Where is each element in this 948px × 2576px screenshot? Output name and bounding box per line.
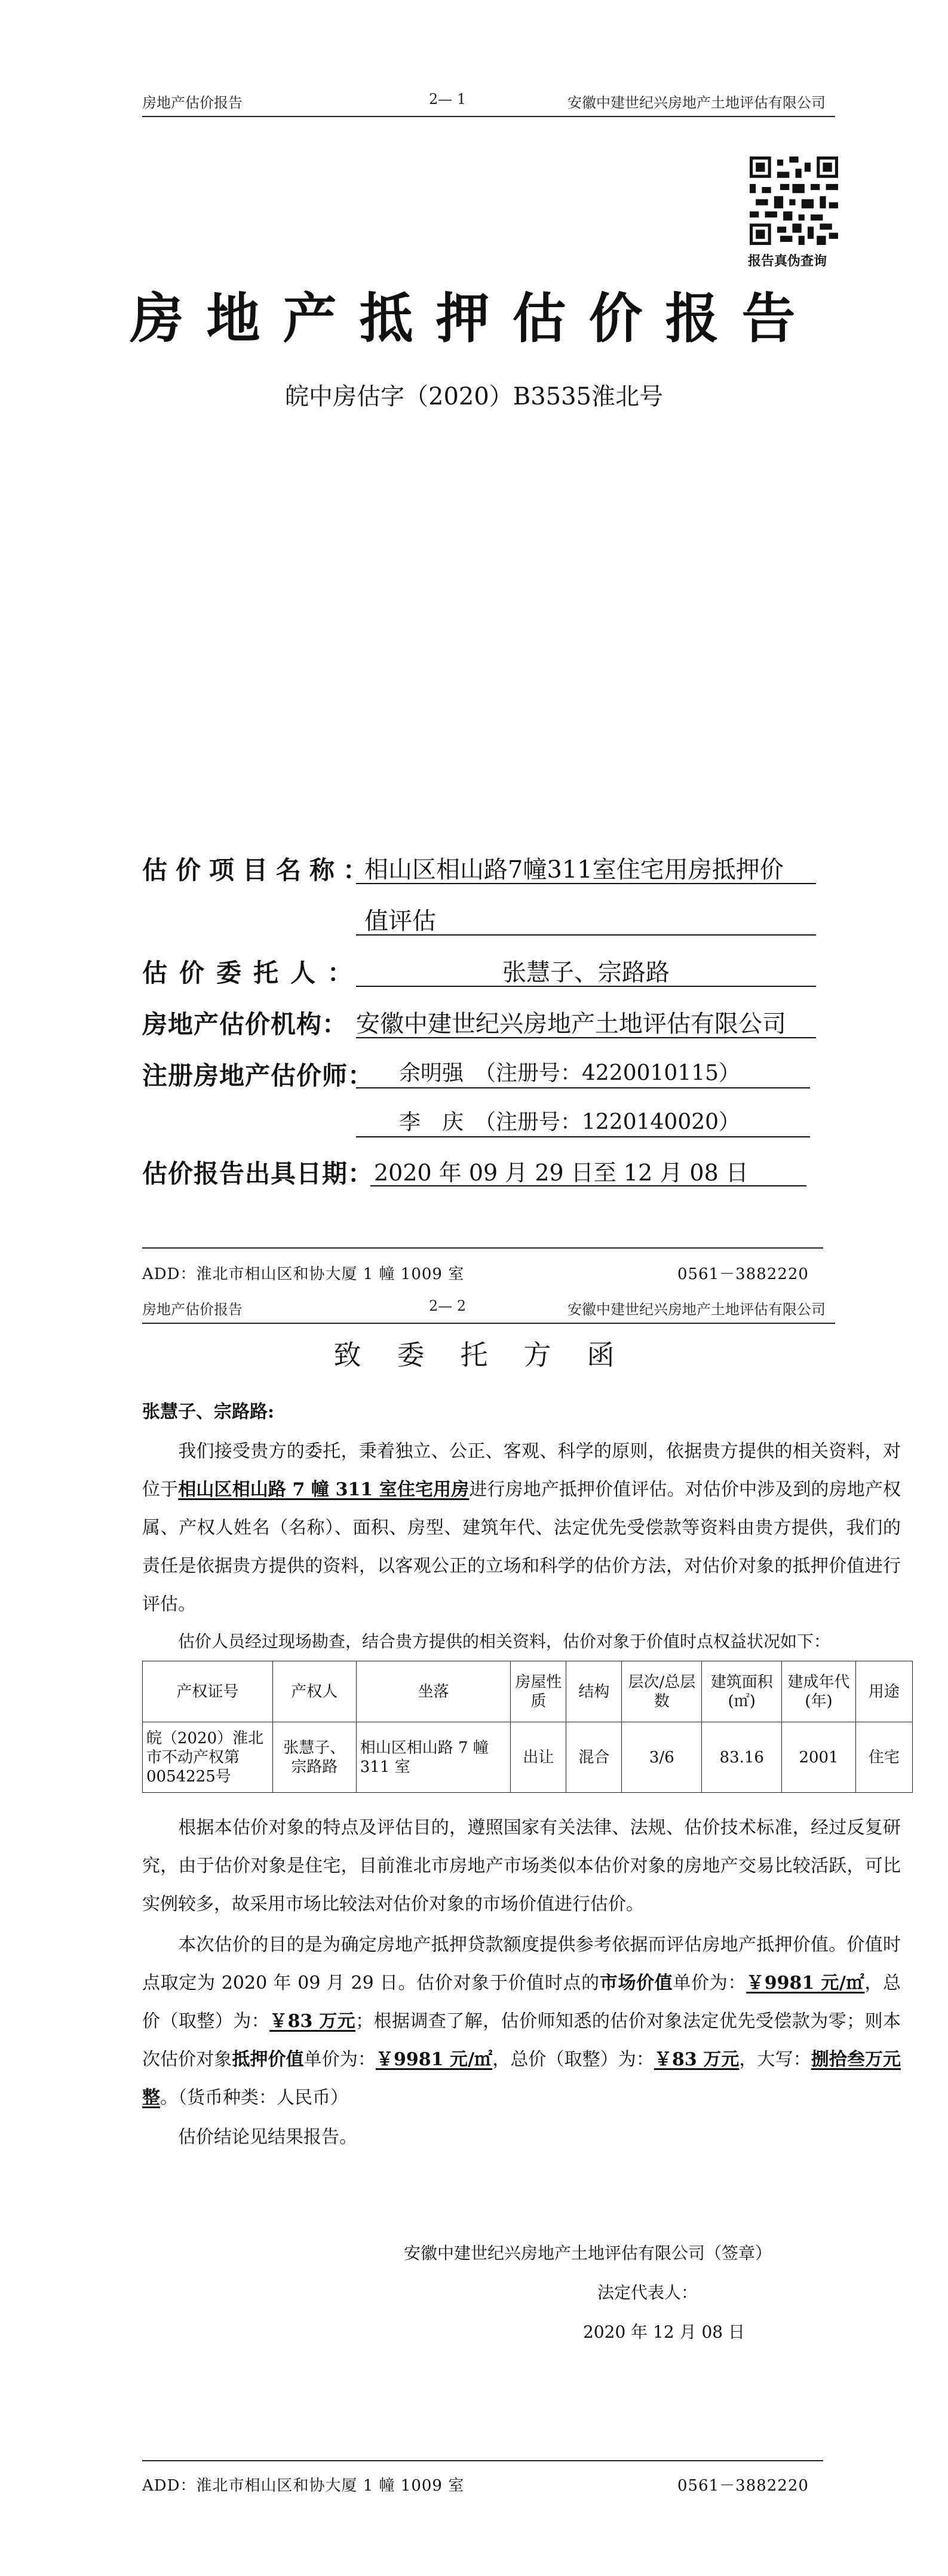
td-use: 住宅 (855, 1722, 912, 1793)
td-area: 83.16 (702, 1722, 782, 1793)
agency-label: 房地产估价机构： (142, 1010, 348, 1039)
th-area: 建筑面积(㎡) (702, 1661, 782, 1722)
header-right: 安徽中建世纪兴房地产土地评估有限公司 (567, 1301, 826, 1318)
header-right: 安徽中建世纪兴房地产土地评估有限公司 (567, 94, 826, 111)
th-use: 用途 (855, 1661, 912, 1722)
table-header-row (143, 1661, 913, 1722)
td-year: 2001 (782, 1722, 856, 1793)
th-structure: 结构 (566, 1661, 622, 1722)
client-underline (356, 986, 816, 987)
paragraph-1-text-a: 我们接受贵方的委托，秉着独立、公正、客观、科学的原则，依据贵方提供的相关资料，对位于 (142, 1441, 901, 1500)
header-left: 房地产估价报告 (142, 1301, 243, 1318)
client-label: 估价委托人： (142, 958, 365, 988)
paragraph-3-text-d: ；根据调查了解，估价师知悉的估价对象法定优先受偿款为零；则本次估价对象 (142, 2011, 901, 2070)
valuer-1: 余明强 （注册号：4220010115） (399, 1061, 741, 1085)
qr-code-icon[interactable] (750, 157, 838, 245)
valuer-underline-1 (356, 1087, 810, 1088)
salutation: 张慧子、宗路路: (142, 1402, 275, 1422)
project-name-value-line1: 相山区相山路7幢311室住宅用房抵押价 (364, 856, 784, 884)
agency-value: 安徽中建世纪兴房地产土地评估有限公司 (356, 1010, 786, 1038)
market-value-label: 市场价值 (599, 1973, 673, 1994)
document-number: 皖中房估字（2020）B3535淮北号 (285, 383, 663, 410)
td-cert: 皖（2020）淮北市不动产权第0054225号 (143, 1722, 273, 1793)
header-page-number: 2— 2 (429, 1298, 467, 1314)
valuer-2: 李 庆 （注册号：1220140020） (399, 1110, 741, 1134)
footer-rule (142, 2460, 823, 2461)
footer-address: ADD：淮北市相山区和协大厦 1 幢 1009 室 (142, 2477, 465, 2495)
qr-caption: 报告真伪查询 (748, 253, 827, 269)
paragraph-3 (142, 1926, 901, 2117)
project-underline-1 (356, 883, 816, 884)
td-structure: 混合 (566, 1722, 622, 1793)
date-underline (370, 1185, 806, 1186)
valuer-underline-2 (356, 1136, 810, 1137)
project-underline-2 (356, 934, 816, 936)
paragraph-3-text-g: ，大写： (739, 2049, 811, 2070)
signer-date: 2020 年 12 月 08 日 (583, 2322, 745, 2342)
report-date-value: 2020 年 09 月 29 日至 12 月 08 日 (374, 1160, 748, 1186)
footer-rule (142, 1247, 823, 1249)
th-nature: 房屋性质 (511, 1661, 566, 1722)
th-location: 坐落 (356, 1661, 511, 1722)
td-floor: 3/6 (622, 1722, 702, 1793)
paragraph-3-text-e: 单价为： (303, 2049, 376, 2070)
mortgage-total-price: ￥83 万元 (654, 2049, 740, 2070)
price-in-words: 捌拾叁万元整 (142, 2049, 901, 2108)
paragraph-3-text-f: ，总价（取整）为： (492, 2049, 654, 2070)
project-name-value-line2: 值评估 (364, 907, 436, 935)
th-owner: 产权人 (272, 1661, 356, 1722)
valuer-label: 注册房地产估价师： (142, 1061, 374, 1090)
letter-title: 致委托方函 (333, 1339, 651, 1371)
property-address: 相山区相山路 7 幢 311 室住宅用房 (178, 1479, 470, 1500)
signer-representative: 法定代表人： (597, 2283, 698, 2302)
header-page-number: 2— 1 (429, 91, 467, 108)
paragraph-3-text-b: 单价为： (673, 1973, 747, 1994)
project-name-label: 估价项目名称： (142, 855, 377, 885)
footer-phone: 0561－3882220 (677, 2477, 809, 2495)
market-unit-price: ￥9981 元/㎡ (746, 1973, 865, 1994)
paragraph-2 (142, 1809, 901, 1924)
footer-phone: 0561－3882220 (677, 1265, 809, 1283)
th-floor: 层次/总层数 (622, 1661, 702, 1722)
header-rule (142, 1323, 835, 1324)
td-nature: 出让 (511, 1722, 566, 1793)
td-owner: 张慧子、宗路路 (272, 1722, 356, 1793)
report-date-label: 估价报告出具日期： (142, 1159, 374, 1188)
mortgage-unit-price: ￥9981 元/㎡ (375, 2049, 493, 2070)
paragraph-2-text: 根据本估价对象的特点及评估目的，遵照国家有关法律、法规、估价技术标准，经过反复研究，由于估价对象是住宅，目前淮北市房地产市场类似本估价对象的房地产交易比较活跃，可比实例较多，故采用市场比较法对估价对象的市场价值进行估价。 (142, 1817, 901, 1915)
paragraph-1 (142, 1433, 901, 1624)
td-location: 相山区相山路 7 幢 311 室 (356, 1722, 511, 1793)
table-intro: 估价人员经过现场勘查，结合贵方提供的相关资料，估价对象于价值时点权益状况如下： (178, 1632, 831, 1651)
property-table (142, 1661, 913, 1793)
report-title: 房地产抵押估价报告 (130, 287, 818, 350)
paragraph-3-text-c: ，总价（取整）为： (142, 1973, 901, 2032)
footer-address: ADD：淮北市相山区和协大厦 1 幢 1009 室 (142, 1265, 465, 1283)
signer-company: 安徽中建世纪兴房地产土地评估有限公司（签章） (404, 2243, 772, 2263)
th-year: 建成年代(年) (782, 1661, 856, 1722)
paragraph-3-text-a: 本次估价的目的是为确定房地产抵押贷款额度提供参考依据而评估房地产抵押价值。价值时点取定为 2020 年 09 月 29 日。估价对象于价值时点的 (142, 1934, 901, 1994)
paragraph-3-text-h: 。（货币种类：人民币） (160, 2087, 348, 2108)
th-cert: 产权证号 (143, 1661, 273, 1722)
market-total-price: ￥83 万元 (269, 2011, 356, 2032)
client-value: 张慧子、宗路路 (502, 959, 670, 986)
header-rule (142, 116, 835, 117)
table-row (143, 1722, 913, 1793)
agency-underline (356, 1037, 816, 1038)
paragraph-1-text-c: 进行房地产抵押价值评估。对估价中涉及到的房地产权属、产权人姓名（名称）、面积、房型、建筑年代、法定优先受偿款等资料由贵方提供，我们的责任是依据贵方提供的资料，以客观公正的立场和科学的估价方法，对估价对象的抵押价值进行评估。 (142, 1479, 901, 1615)
header-left: 房地产估价报告 (142, 94, 243, 111)
paragraph-4: 估价结论见结果报告。 (178, 2127, 357, 2148)
mortgage-value-label: 抵押价值 (232, 2049, 304, 2070)
